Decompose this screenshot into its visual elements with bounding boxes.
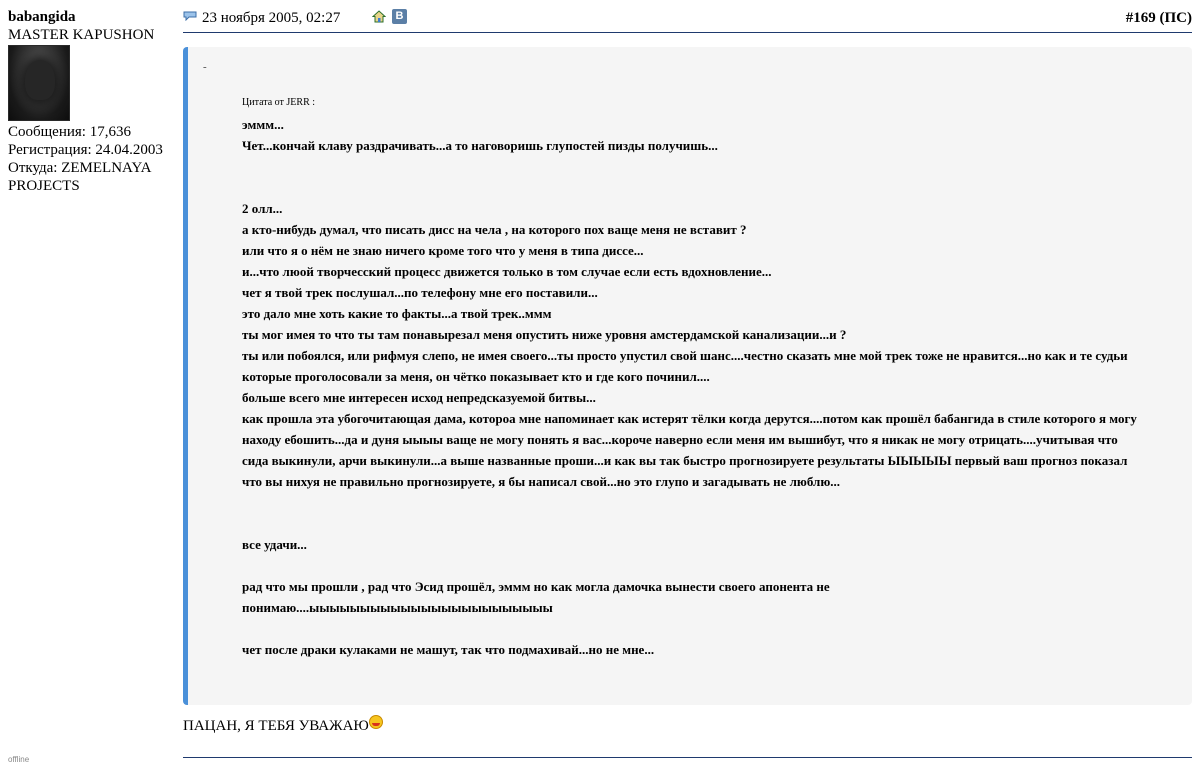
post-date: 23 ноября 2005, 02:27 — [202, 10, 341, 26]
post-dash: - — [203, 61, 207, 73]
quote-line: и...что люой творчесский процесс движется только в том случае если есть вдохновление... — [242, 264, 772, 279]
user-title: MASTER KAPUSHON — [8, 27, 155, 43]
user-registered: Регистрация: 24.04.2003 — [8, 142, 163, 158]
user-post-count: Сообщения: 17,636 — [8, 124, 131, 140]
quote-blank-line — [242, 177, 1142, 198]
quote-body — [242, 114, 1142, 660]
quote-line: больше всего мне интересен исход непредсказуемой битвы... — [242, 390, 596, 405]
quote-blank-line — [242, 513, 1142, 534]
reply-text-content: ПАЦАН, Я ТЕБЯ УВАЖАЮ — [183, 718, 369, 734]
quote-line: или что я о нём не знаю ничего кроме того что у меня в типа диссе... — [242, 243, 644, 258]
online-status: offline — [8, 755, 30, 764]
quote-line: 2 олл... — [242, 201, 283, 216]
signature-divider — [183, 757, 1192, 758]
post-icon — [183, 11, 197, 21]
quote-line: рад что мы прошли , рад что Эсид прошёл, эммм но как могла дамочка вынести своего апонента не понимаю....ыыыыыыыыыыыыыыыыыыыыыыыы — [242, 579, 830, 615]
post-number-link[interactable]: #169 (ПС) — [1125, 10, 1192, 26]
quote-line: а кто-нибудь думал, что писать дисс на чела , на которого пох ваще меня не вставит ? — [242, 222, 747, 237]
quote-line: ты или побоялся, или рифмуя слепо, не имея своего...ты просто упустил свой шанс....честно сказать мне мой трек тоже не нравится...но как и те судьи которые проголосовали за меня, он чётко показывает кто и где кого починил.... — [242, 348, 1128, 384]
quote-blank-line — [242, 618, 1142, 639]
user-location: Откуда: ZEMELNAYA PROJECTS — [8, 160, 151, 194]
home-icon[interactable] — [372, 10, 386, 23]
message-box — [183, 47, 1192, 705]
quote-line: как прошла эта убогочитающая дама, котороа мне напоминает как истерят тёлки когда дерутся....потом как прошёл бабангида в стиле которого я могу находу ебошить...да и дуня ыыыы ваще не могу понять я вас...короче наверно если меня им вышибут, что я никак не могу отрицать....учитывая что сида выкинули, арчи выкинули...а выше названные проши...и как вы так быстро прогнозируете результаты ЫЫЫЫЫ первый ваш прогноз показал что вы нихуя не правильно прогнозируете, я бы написал свой...но это глупо и загадывать не люблю... — [242, 411, 1137, 489]
quote-line: ты мог имея то что ты там понавырезал меня опустить ниже уровня амстердамской канализации...и ? — [242, 327, 847, 342]
reply-text — [183, 715, 383, 735]
post-header — [183, 8, 1192, 33]
quote-line: это дало мне хоть какие то факты...а твой трек..ммм — [242, 306, 552, 321]
user-info — [8, 8, 180, 195]
vk-icon[interactable]: B — [392, 9, 407, 24]
quote-line: чет я твой трек послушал...по телефону мне его поставили... — [242, 285, 598, 300]
avatar — [8, 45, 70, 121]
quote-blank-line — [242, 555, 1142, 576]
quote-line: эммм... — [242, 117, 284, 132]
username[interactable]: babangida — [8, 9, 76, 25]
smiley-icon — [369, 715, 383, 729]
quote-label: Цитата от JERR : — [242, 97, 316, 108]
quote-blank-line — [242, 492, 1142, 513]
quote-line: Чет...кончай клаву раздрачивать...а то наговоришь глупостей пизды получишь... — [242, 138, 718, 153]
quote-line: все удачи... — [242, 537, 307, 552]
quote-blank-line — [242, 156, 1142, 177]
quote-line: чет после драки кулаками не машут, так что подмахивай...но не мне... — [242, 642, 655, 657]
